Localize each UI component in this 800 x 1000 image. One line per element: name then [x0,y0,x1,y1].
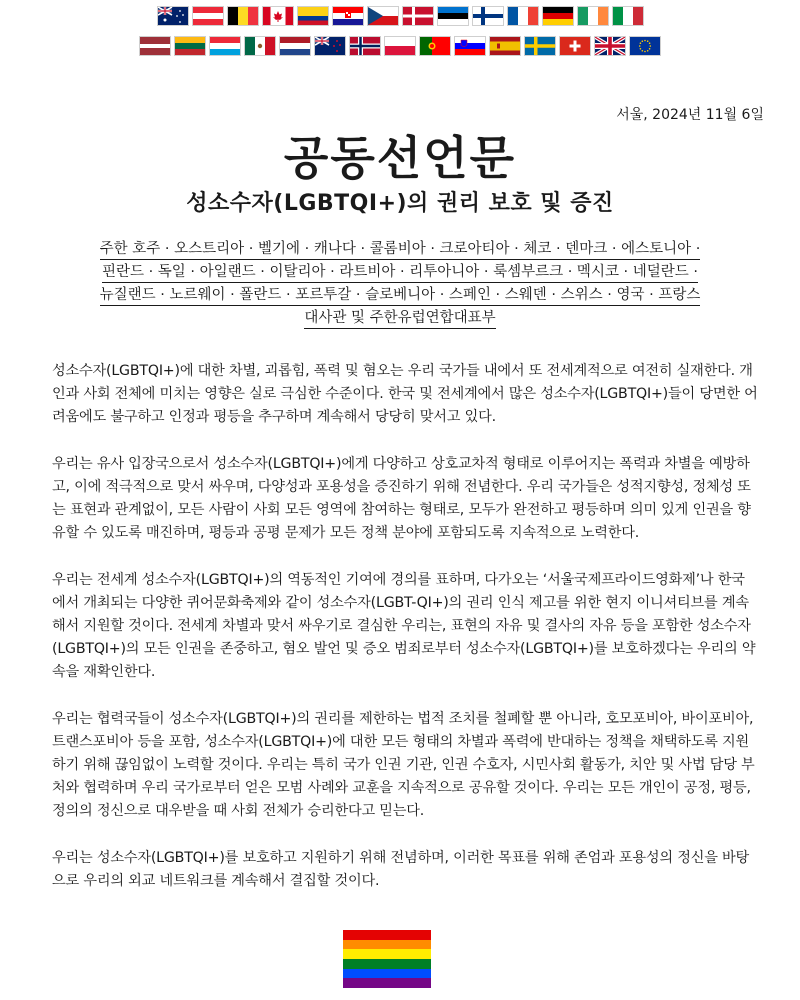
pride-stripe [343,930,431,940]
document-date: 서울, 2024년 11월 6일 [616,107,764,123]
lithuania-flag [174,36,206,56]
uk-flag [594,36,626,56]
canada-flag [262,6,294,26]
finland-flag [472,6,504,26]
document-subtitle: 성소수자(LGBTQI+)의 권리 보호 및 증진 [186,191,614,216]
italy-flag [612,6,644,26]
new-zealand-flag [314,36,346,56]
mexico-flag [244,36,276,56]
flags-row-2 [0,36,800,56]
pride-stripe [343,940,431,950]
pride-stripe [343,949,431,959]
norway-flag [349,36,381,56]
latvia-flag [139,36,171,56]
body-paragraph-5: 우리는 성소수자(LGBTQI+)를 보호하고 지원하기 위해 전념하며, 이러한 목표를 위해 존엄과 포용성의 정신을 바탕으로 우리의 외교 네트워크를 계속해서 결집할 것이다. [52,850,750,889]
belgium-flag [227,6,259,26]
signatories-line-4: 대사관 및 주한유럽연합대표부 [304,308,495,329]
denmark-flag [402,6,434,26]
signatories-line-3: 뉴질랜드 · 노르웨이 · 폴란드 · 포르투갈 · 슬로베니아 · 스페인 · 스웨덴 · 스위스 · 영국 · 프랑스 [100,285,701,306]
croatia-flag [332,6,364,26]
pride-stripe [343,969,431,979]
switzerland-flag [559,36,591,56]
colombia-flag [297,6,329,26]
sweden-flag [524,36,556,56]
document-title: 공동선언문 [283,131,517,185]
australia-flag [157,6,189,26]
austria-flag [192,6,224,26]
ireland-flag [577,6,609,26]
pride-stripe [343,978,431,988]
luxembourg-flag [209,36,241,56]
body-paragraph-2: 우리는 유사 입장국으로서 성소수자(LGBTQI+)에게 다양하고 상호교차적 형태로 이루어지는 폭력과 차별을 예방하고, 이에 적극적으로 맞서 싸우며, 다양성과 포용성을 증진하기 위해 전념한다. 우리 국가들은 성적지향성, 정체성 또는 표현과 관계없이, 모든 사람이 사회 모든 영역에 참여하는 형태로, 모두가 완전하고 평등하며 의미 있게 인권을 향유할 수 있도록 매진하며, 평등과 공평 문제가 모든 정책 분야에 포함되도록 지속적으로 노력한다. [52,456,751,541]
signatories-block [40,238,760,330]
body-paragraph-3: 우리는 전세계 성소수자(LGBTQI+)의 역동적인 기여에 경의를 표하며, 다가오는 ‘서울국제프라이드영화제’나 한국에서 개최되는 다양한 퀴어문화축제와 같이 성소수자(LGBT-QI+)의 권리 인식 제고를 위한 현지 이니셔티브를 계속해서 지원할 것이다. 전세계 차별과 맞서 싸우기로 결심한 우리는, 표현의 자유 및 결사의 자유 등을 포함한 성소수자(LGBTQI+)의 모든 인권을 존중하고, 혐오 발언 및 증오 범죄로부터 성소수자(LGBTQI+)를 보호하겠다는 우리의 약속을 재확인한다. [52,572,756,680]
czechia-flag [367,6,399,26]
pride-flag [343,930,431,988]
slovenia-flag [454,36,486,56]
pride-stripe [343,959,431,969]
body-paragraph-1: 성소수자(LGBTQI+)에 대한 차별, 괴롭힘, 폭력 및 혐오는 우리 국가들 내에서 또 전세계적으로 여전히 실재한다. 개인과 사회 전체에 미치는 영향은 실로 극심한 수준이다. 한국 및 전세계에서 많은 성소수자(LGBTQI+)들이 당면한 어려움에도 불구하고 인정과 평등을 추구하며 계속해서 당당히 맞서고 있다. [52,363,758,425]
flags-row-1 [0,6,800,26]
eu-flag [629,36,661,56]
signatories-line-1: 주한 호주 · 오스트리아 · 벨기에 · 캐나다 · 콜롬비아 · 크로아티아 · 체코 · 덴마크 · 에스토니아 · [100,239,701,260]
estonia-flag [437,6,469,26]
germany-flag [542,6,574,26]
body-paragraph-4: 우리는 협력국들이 성소수자(LGBTQI+)의 권리를 제한하는 법적 조치를 철폐할 뿐 아니라, 호모포비아, 바이포비아, 트랜스포비아 등을 포함, 성소수자(LGBTQI+)에 대한 모든 형태의 차별과 폭력에 반대하는 정책을 채택하도록 지원하기 위해 끊임없이 노력할 것이다. 우리는 특히 국가 인권 기관, 인권 수호자, 시민사회 활동가, 치안 및 사법 담당 부처와 협력하며 우리 국가로부터 얻은 모범 사례와 교훈을 지속적으로 공유할 것이다. 우리는 모든 개인이 공정, 평등, 정의의 정신으로 대우받을 때 사회 전체가 승리한다고 믿는다. [52,711,755,819]
statement-body [52,360,758,917]
signatories-line-2: 핀란드 · 독일 · 아일랜드 · 이탈리아 · 라트비아 · 리투아니아 · 룩셈부르크 · 멕시코 · 네덜란드 · [102,262,698,283]
poland-flag [384,36,416,56]
france-flag [507,6,539,26]
netherlands-flag [279,36,311,56]
spain-flag [489,36,521,56]
portugal-flag [419,36,451,56]
